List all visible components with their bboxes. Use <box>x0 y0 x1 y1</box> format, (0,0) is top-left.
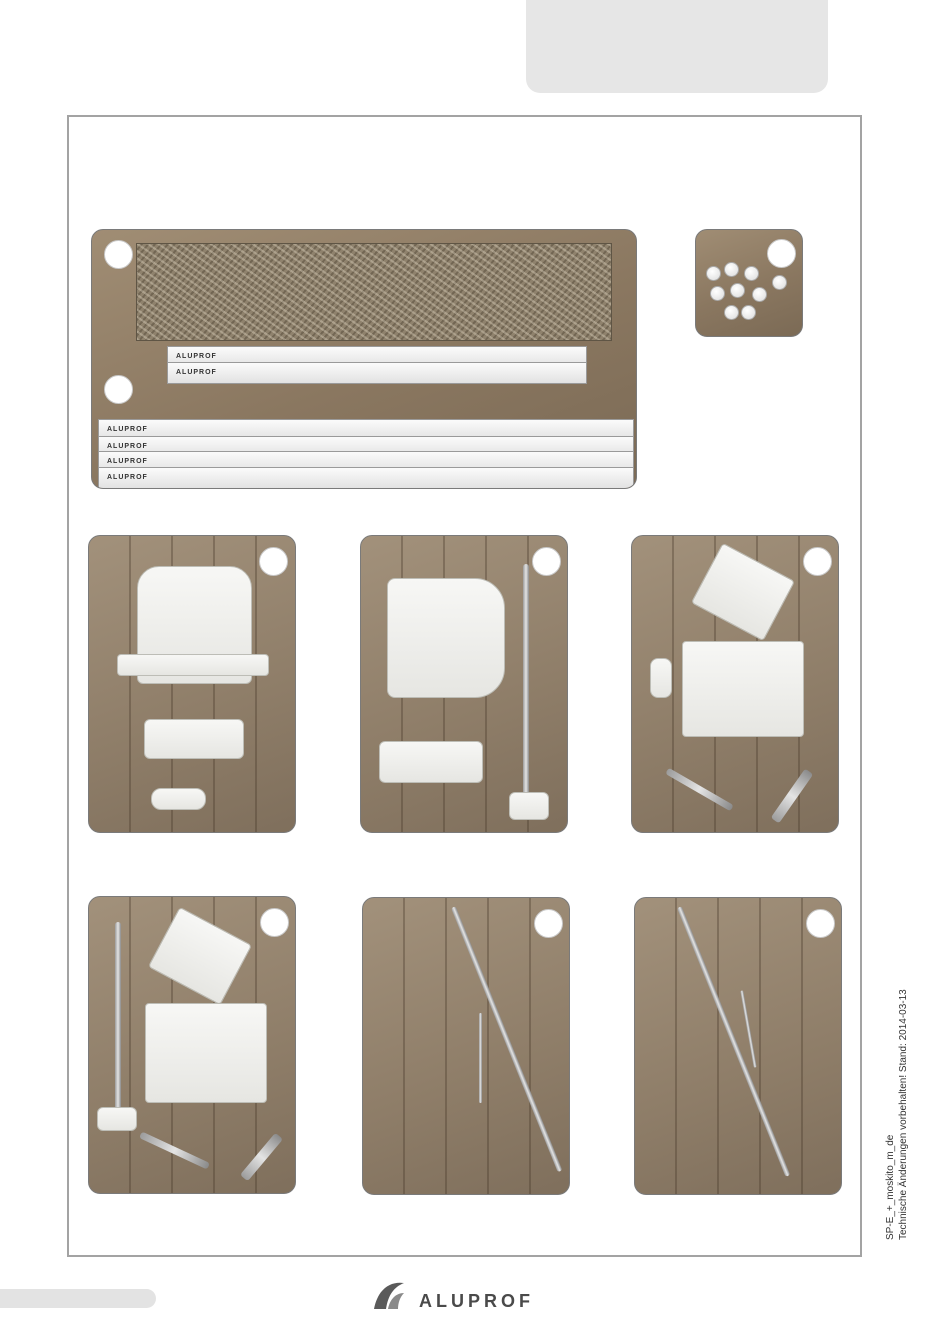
crank-handle <box>240 1133 283 1182</box>
step-badge <box>534 909 563 938</box>
end-cap <box>724 262 739 277</box>
end-cap <box>710 286 725 301</box>
document-code: SP-E_+_moskito_m_de <box>885 1134 896 1240</box>
crank-rod <box>677 906 790 1177</box>
photo-end-caps <box>695 229 803 337</box>
hook <box>479 1013 482 1103</box>
photo-cassette-cover <box>88 535 296 833</box>
rod-bracket <box>97 1107 137 1131</box>
end-cap <box>724 305 739 320</box>
gear-box <box>145 1003 267 1103</box>
eye-hook <box>740 990 756 1067</box>
header-tab <box>526 0 828 93</box>
end-cap <box>706 266 721 281</box>
aluprof-logo-icon <box>370 1275 412 1315</box>
photo-gear-box <box>631 535 839 833</box>
crank-rod <box>523 564 529 806</box>
profile-bar: ALUPROF <box>167 362 587 384</box>
end-cap <box>730 283 745 298</box>
end-cap <box>752 287 767 302</box>
rod-bracket <box>509 792 549 820</box>
photo-mesh-and-profiles <box>91 229 637 489</box>
photo-crank-rod-with-hook <box>362 897 570 1195</box>
footer-bar <box>0 1289 156 1308</box>
profile-bar: ALUPROF <box>98 419 634 441</box>
step-badge <box>104 240 133 269</box>
crank-rod <box>115 922 121 1117</box>
bracket <box>151 788 206 810</box>
end-cap <box>741 305 756 320</box>
gear-cover <box>148 907 252 1006</box>
step-badge <box>767 239 796 268</box>
step-badge <box>803 547 832 576</box>
gear-box <box>682 641 804 737</box>
profile-bar: ALUPROF <box>167 346 587 368</box>
step-badge <box>806 909 835 938</box>
gear-cover <box>691 543 795 642</box>
cover-flange <box>117 654 269 676</box>
profile-bar: ALUPROF <box>98 451 634 473</box>
guide-piece <box>144 719 244 759</box>
clip <box>650 658 672 698</box>
photo-cassette-side <box>360 535 568 833</box>
guide-piece <box>379 741 483 783</box>
crank-handle <box>665 768 733 812</box>
step-badge <box>259 547 288 576</box>
step-badge <box>260 908 289 937</box>
disclaimer: Technische Änderungen vorbehalten! Stand: 2014-03-13 <box>898 989 909 1240</box>
crank-rod <box>451 906 562 1172</box>
profile-bar: ALUPROF <box>98 467 634 489</box>
crank-handle <box>139 1131 210 1169</box>
step-badge <box>532 547 561 576</box>
mesh-panel <box>136 243 612 341</box>
end-cap <box>772 275 787 290</box>
photo-gear-box-with-rod <box>88 896 296 1194</box>
side-cover <box>387 578 505 698</box>
crank-handle <box>771 769 814 824</box>
side-note <box>884 989 910 1240</box>
logo-text: ALUPROF <box>419 1291 534 1311</box>
photo-crank-rod-with-eye <box>634 897 842 1195</box>
step-badge <box>104 375 133 404</box>
profile-bar: ALUPROF <box>98 436 634 458</box>
end-cap <box>744 266 759 281</box>
